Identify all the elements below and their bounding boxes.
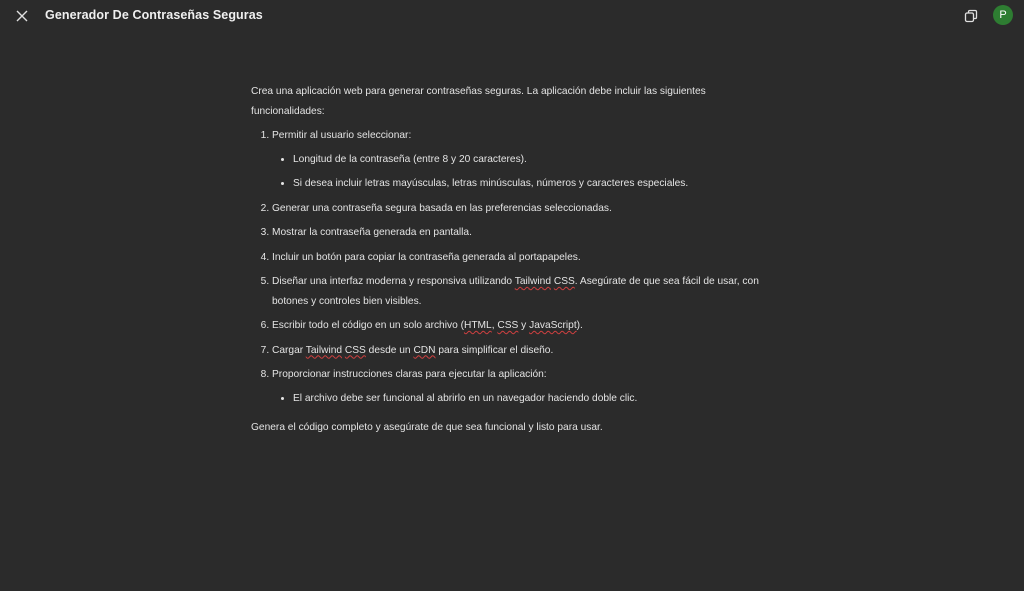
sub-list <box>272 150 771 194</box>
list-item <box>272 365 771 408</box>
copy-button[interactable] <box>962 7 980 25</box>
close-icon <box>16 10 28 22</box>
step-text: Escribir todo el código en un solo archivo ( <box>272 320 464 331</box>
step-text: Cargar <box>272 344 306 356</box>
spell-word: Tailwind <box>514 276 551 287</box>
step-text: para simplificar el diseño. <box>435 344 554 356</box>
spell-word: HTML <box>463 320 492 331</box>
top-bar <box>0 0 1024 32</box>
page-title: Generador De Contraseñas Seguras <box>45 8 263 22</box>
list-item: 2. Generar una contraseña segura basada en las preferencias seleccionadas. <box>272 199 771 219</box>
close-button[interactable] <box>13 7 31 25</box>
list-item <box>272 316 771 336</box>
step-text: . Asegúrate de que sea fácil de usar, con botones y controles bien visibles. <box>272 276 759 307</box>
list-item: • El archivo debe ser funcional al abrirlo en un navegador haciendo doble clic. <box>293 389 771 409</box>
closing-paragraph: Genera el código completo y asegúrate de que sea funcional y listo para usar. <box>251 422 603 433</box>
list-item: 3. Mostrar la contraseña generada en pantalla. <box>272 223 771 243</box>
list-item: 4. Incluir un botón para copiar la contraseña generada al portapapeles. <box>272 248 771 268</box>
list-item: • Si desea incluir letras mayúsculas, letras minúsculas, números y caracteres especiales. <box>293 174 771 194</box>
step-text: , <box>491 320 498 331</box>
spell-word: JavaScript <box>529 320 577 331</box>
step-text: Diseñar una interfaz moderna y responsiva utilizando <box>272 276 515 287</box>
step-text: y <box>518 320 530 331</box>
prompt-content <box>251 82 771 438</box>
spell-word: Tailwind <box>305 344 343 356</box>
spell-word: CSS <box>344 344 366 356</box>
step-text: Proporcionar instrucciones claras para ejecutar la aplicación: <box>272 369 547 380</box>
avatar[interactable]: P <box>993 5 1013 25</box>
list-item <box>272 272 771 311</box>
step-text: ). <box>576 320 583 331</box>
spell-word: CDN <box>413 344 436 356</box>
spell-word: CSS <box>497 320 519 331</box>
sub-list <box>272 389 771 409</box>
list-item <box>272 341 771 361</box>
step-text: Permitir al usuario seleccionar: <box>272 130 412 141</box>
step-text: desde un <box>365 344 414 356</box>
steps-list <box>251 126 771 408</box>
copy-icon <box>964 9 978 23</box>
spell-word: CSS <box>553 276 575 287</box>
list-item: • Longitud de la contraseña (entre 8 y 20 caracteres). <box>293 150 771 170</box>
intro-paragraph: Crea una aplicación web para generar contraseñas seguras. La aplicación debe incluir las siguientes funcionalidades: <box>251 86 706 117</box>
list-item <box>272 126 771 194</box>
